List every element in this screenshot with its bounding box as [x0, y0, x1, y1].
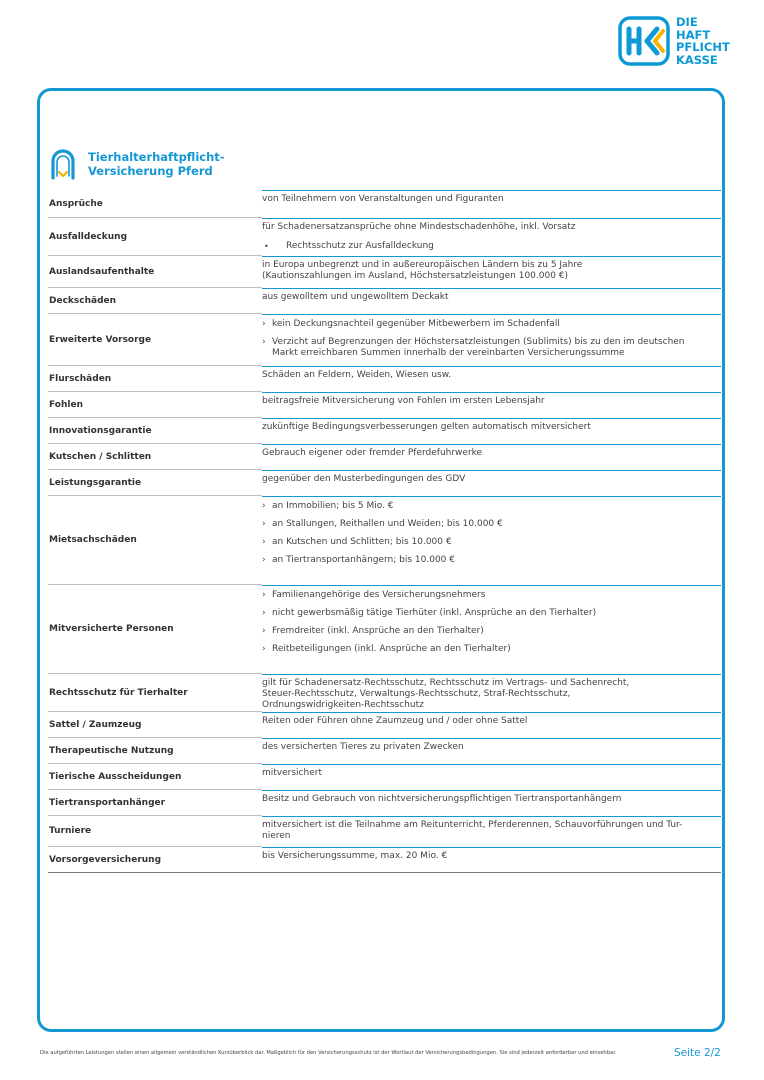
- row-content: [262, 738, 721, 764]
- content-line: an Tiertransportanhängern; bis 10.000 €: [272, 555, 455, 565]
- list-item-text: [272, 555, 455, 566]
- row-label: Auslandsaufenthalte: [48, 256, 262, 288]
- table-row: [48, 288, 721, 314]
- row-content: [262, 256, 721, 288]
- table-row: [48, 470, 721, 496]
- title-line-1: Tierhalterhaftpflicht-: [88, 150, 225, 164]
- row-content: [262, 790, 721, 816]
- company-logo: [618, 16, 738, 68]
- row-label: Rechtsschutz für Tierhalter: [48, 674, 262, 712]
- row-content: [262, 288, 721, 314]
- table-row: [48, 764, 721, 790]
- content-line: Markt erreichbaren Summen innerhalb der vereinbarten Versicherungssumme: [272, 348, 625, 358]
- row-label: Leistungsgarantie: [48, 470, 262, 496]
- row-label: Deckschäden: [48, 288, 262, 314]
- list-item: [262, 644, 721, 655]
- chevron-right-icon: ›: [262, 555, 266, 565]
- list-item: [262, 555, 721, 566]
- row-content: [262, 418, 721, 444]
- list-item-text: [272, 501, 394, 512]
- table-row: [48, 218, 721, 256]
- content-line: von Teilnehmern von Veranstaltungen und Figuranten: [262, 194, 504, 204]
- list-item: [262, 590, 721, 601]
- content-line: in Europa unbegrenzt und in außereuropäischen Ländern bis zu 5 Jahre: [262, 260, 583, 270]
- benefits-table: [48, 190, 721, 873]
- row-label: Sattel / Zaumzeug: [48, 712, 262, 738]
- table-row: [48, 418, 721, 444]
- logo-line: PFLICHT: [676, 40, 730, 54]
- content-line: (Kautionszahlungen im Ausland, Höchstersatzleistungen 100.000 €): [262, 271, 569, 281]
- row-label: Mitversicherte Personen: [48, 585, 262, 674]
- list-item: [262, 337, 721, 359]
- row-label: Vorsorgeversicherung: [48, 847, 262, 873]
- row-label: Ansprüche: [48, 190, 262, 218]
- bullet-item: [262, 241, 721, 252]
- row-content: [262, 366, 721, 392]
- content-line: mitversichert: [262, 768, 322, 778]
- chevron-right-icon: ›: [262, 319, 266, 329]
- logo-wordmark: [676, 16, 730, 66]
- content-line: an Kutschen und Schlitten; bis 10.000 €: [272, 537, 452, 547]
- content-line: mitversichert ist die Teilnahme am Reitunterricht, Pferderennen, Schauvorführungen und Tur-: [262, 820, 683, 830]
- table-row: [48, 816, 721, 847]
- hk-logo-icon: [618, 16, 670, 66]
- chevron-right-icon: ›: [262, 590, 266, 600]
- content-line: an Stallungen, Reithallen und Weiden; bis 10.000 €: [272, 519, 503, 529]
- row-content: [262, 674, 721, 712]
- content-line: gilt für Schadenersatz-Rechtsschutz, Rechtsschutz im Vertrags- und Sachenrecht,: [262, 678, 630, 688]
- content-line: Reiten oder Führen ohne Zaumzeug und / oder ohne Sattel: [262, 716, 528, 726]
- list-item-text: [272, 537, 452, 548]
- list-item-text: [272, 519, 503, 530]
- content-line: Steuer-Rechtsschutz, Verwaltungs-Rechtsschutz, Straf-Rechtsschutz,: [262, 689, 571, 699]
- table-row: [48, 585, 721, 674]
- row-content: [262, 585, 721, 674]
- content-line: des versicherten Tieres zu privaten Zwecken: [262, 742, 464, 752]
- table-row: [48, 712, 721, 738]
- content-line: Reitbeteiligungen (inkl. Ansprüche an den Tierhalter): [272, 644, 511, 654]
- content-line: an Immobilien; bis 5 Mio. €: [272, 501, 394, 511]
- content-line: bis Versicherungssumme, max. 20 Mio. €: [262, 851, 448, 861]
- list-item-text: [272, 319, 560, 330]
- content-line: nicht gewerbsmäßig tätige Tierhüter (inkl. Ansprüche an den Tierhalter): [272, 608, 597, 618]
- table-row: [48, 444, 721, 470]
- row-label: Turniere: [48, 816, 262, 847]
- row-content: [262, 444, 721, 470]
- table-row: [48, 847, 721, 873]
- list-item-text: [272, 644, 511, 655]
- list-item: [262, 319, 721, 330]
- content-line: Ordnungswidrigkeiten-Rechtsschutz: [262, 700, 424, 710]
- list-item-text: [272, 608, 596, 619]
- list-item-text: [272, 337, 685, 359]
- content-line: Besitz und Gebrauch von nichtversicherungspflichtigen Tiertransportanhängern: [262, 794, 622, 804]
- row-content: [262, 190, 721, 218]
- list-item-text: [272, 626, 484, 637]
- content-line: Fremdreiter (inkl. Ansprüche an den Tierhalter): [272, 626, 484, 636]
- table-row: [48, 790, 721, 816]
- row-label: Mietsachschäden: [48, 496, 262, 585]
- row-label: Fohlen: [48, 392, 262, 418]
- chevron-right-icon: ›: [262, 644, 266, 654]
- table-row: [48, 314, 721, 366]
- logo-line: DIE: [676, 15, 698, 29]
- content-line: nieren: [262, 831, 291, 841]
- row-label: Kutschen / Schlitten: [48, 444, 262, 470]
- chevron-right-icon: ›: [262, 626, 266, 636]
- logo-line: HAFT: [676, 27, 711, 42]
- content-line: Gebrauch eigener oder fremder Pferdefuhrwerke: [262, 448, 483, 458]
- content-line: gegenüber den Musterbedingungen des GDV: [262, 474, 466, 484]
- content-line: Schäden an Feldern, Weiden, Wiesen usw.: [262, 370, 452, 380]
- row-label: Therapeutische Nutzung: [48, 738, 262, 764]
- row-content: [262, 392, 721, 418]
- chevron-right-icon: ›: [262, 608, 266, 618]
- row-content: [262, 314, 721, 366]
- title-line-2: Versicherung Pferd: [88, 164, 213, 178]
- logo-line: KASSE: [676, 52, 718, 67]
- content-line: beitragsfreie Mitversicherung von Fohlen im ersten Lebensjahr: [262, 396, 545, 406]
- content-line: für Schadenersatzansprüche ohne Mindestschadenhöhe, inkl. Vorsatz: [262, 222, 576, 232]
- row-content: [262, 847, 721, 873]
- footer-disclaimer: Die aufgeführten Leistungen stellen einen allgemein verständlichen Kurzüberblick dar. Maßgeblich für den Versicherungsschutz ist der Wortlaut der Versicherungsbedingungen. Sie sind jederzeit anforderbar und einsehbar.: [40, 1050, 617, 1056]
- table-row: [48, 496, 721, 585]
- list-item: [262, 626, 721, 637]
- bullet-text: Rechtsschutz zur Ausfalldeckung: [286, 241, 434, 251]
- row-content: [262, 712, 721, 738]
- table-row: [48, 366, 721, 392]
- chevron-right-icon: ›: [262, 537, 266, 547]
- table-row: [48, 674, 721, 712]
- content-line: zukünftige Bedingungsverbesserungen gelten automatisch mitversichert: [262, 422, 591, 432]
- row-content: [262, 816, 721, 847]
- content-line: aus gewolltem und ungewolltem Deckakt: [262, 292, 449, 302]
- chevron-right-icon: ›: [262, 501, 266, 511]
- row-content: [262, 764, 721, 790]
- list-item: [262, 608, 721, 619]
- list-item: [262, 501, 721, 512]
- row-label: Erweiterte Vorsorge: [48, 314, 262, 366]
- page-title: [88, 150, 348, 178]
- row-content: [262, 218, 721, 256]
- row-label: Ausfalldeckung: [48, 218, 262, 256]
- table-row: [48, 256, 721, 288]
- table-row: [48, 190, 721, 218]
- content-line: Familienangehörige des Versicherungsnehmers: [272, 590, 486, 600]
- row-label: Tiertransportanhänger: [48, 790, 262, 816]
- row-label: Tierische Ausscheidungen: [48, 764, 262, 790]
- content-line: kein Deckungsnachteil gegenüber Mitbewerbern im Schadenfall: [272, 319, 560, 329]
- chevron-right-icon: ›: [262, 337, 266, 347]
- row-content: [262, 470, 721, 496]
- list-item-text: [272, 590, 485, 601]
- row-label: Innovationsgarantie: [48, 418, 262, 444]
- table-row: [48, 392, 721, 418]
- horseshoe-icon: [48, 146, 78, 182]
- bullet-icon: •: [264, 242, 269, 251]
- row-label: Flurschäden: [48, 366, 262, 392]
- list-item: [262, 519, 721, 530]
- table-row: [48, 738, 721, 764]
- row-content: [262, 496, 721, 585]
- content-line: Verzicht auf Begrenzungen der Höchstersatzleistungen (Sublimits) bis zu den im deutschen: [272, 337, 685, 347]
- chevron-right-icon: ›: [262, 519, 266, 529]
- page-number: Seite 2/2: [674, 1047, 721, 1059]
- list-item: [262, 537, 721, 548]
